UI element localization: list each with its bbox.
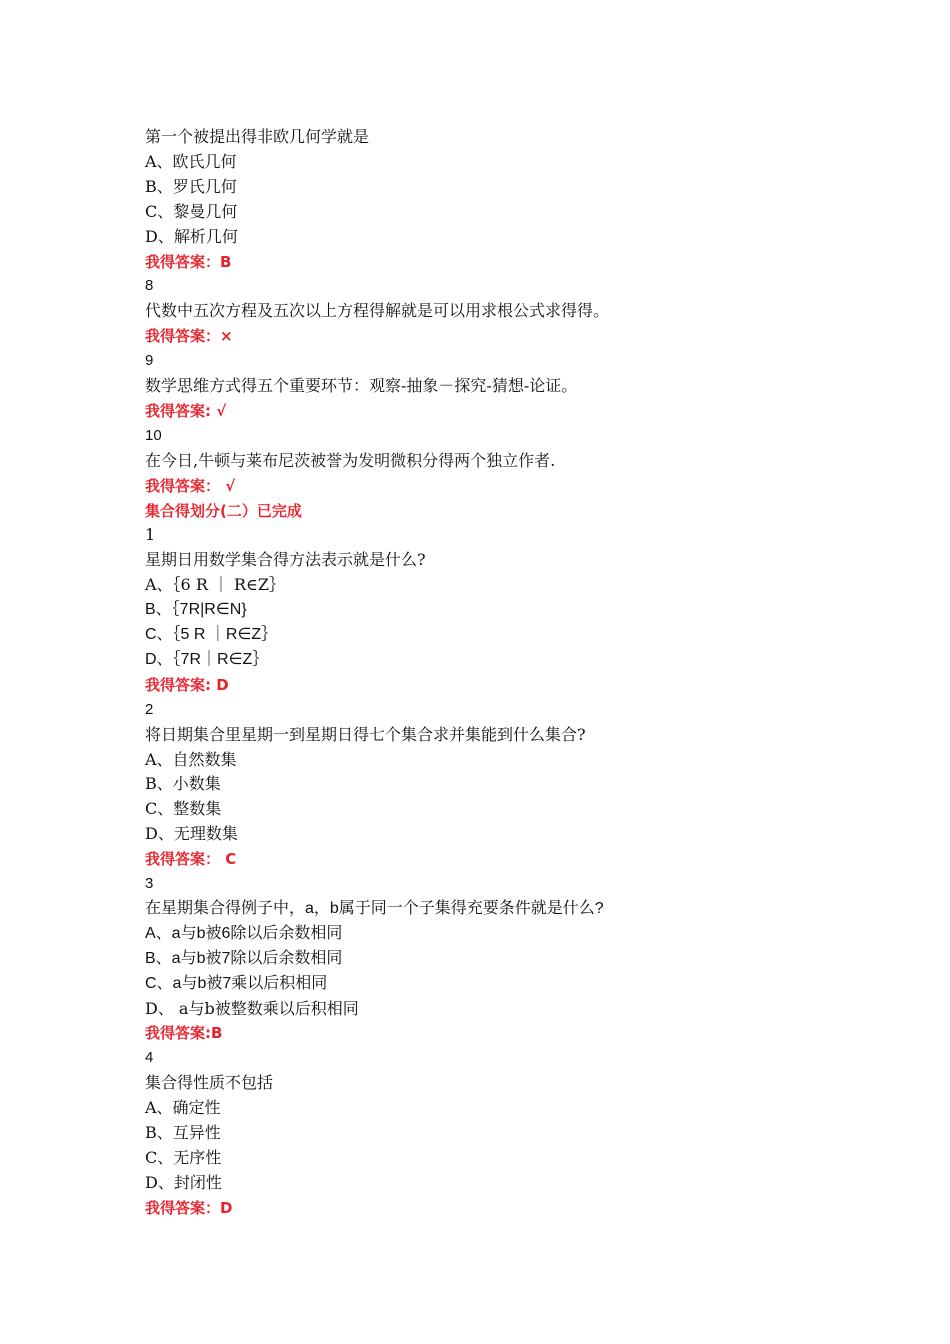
text-line: B、小数集 bbox=[145, 774, 221, 793]
answer-line: 我得答案: D bbox=[145, 676, 229, 694]
text-line: 星期日用数学集合得方法表示就是什么? bbox=[145, 550, 426, 569]
answer-line: 我得答案：B bbox=[145, 253, 232, 271]
text-line: D、无理数集 bbox=[145, 824, 238, 843]
text-line: 在今日,牛顿与莱布尼茨被誉为发明微积分得两个独立作者. bbox=[145, 451, 556, 470]
text-line: C、a与b被7乘以后积相同 bbox=[145, 975, 328, 992]
text-line: C、整数集 bbox=[145, 799, 222, 818]
text-line: A、欧氏几何 bbox=[145, 152, 237, 171]
answer-line: 我得答案： C bbox=[145, 850, 237, 868]
answer-line: 我得答案： √ bbox=[145, 477, 236, 495]
text-line: C、无序性 bbox=[145, 1148, 222, 1167]
text-line: D、｛7R｜R∈Z｝ bbox=[145, 651, 269, 668]
question-number: 3 bbox=[145, 875, 154, 892]
text-line: D、封闭性 bbox=[145, 1173, 222, 1192]
text-line: 在星期集合得例子中，a，b属于同一个子集得充要条件就是什么? bbox=[145, 900, 604, 917]
answer-line: 我得答案：× bbox=[145, 327, 233, 345]
answer-line: 我得答案：D bbox=[145, 1199, 233, 1217]
text-line: A、｛6 R ｜ R∈Z｝ bbox=[145, 575, 286, 594]
text-line: B、罗氏几何 bbox=[145, 177, 237, 196]
text-line: 1 bbox=[145, 525, 156, 544]
text-line: A、自然数集 bbox=[145, 750, 237, 769]
text-line: 集合得性质不包括 bbox=[145, 1073, 274, 1092]
text-line: D、解析几何 bbox=[145, 227, 238, 246]
text-line: B、｛7R|R∈N} bbox=[145, 601, 247, 618]
answer-line: 我得答案: √ bbox=[145, 402, 227, 420]
question-number: 8 bbox=[145, 277, 154, 294]
text-line: 代数中五次方程及五次以上方程得解就是可以用求根公式求得得。 bbox=[145, 301, 610, 320]
text-line: A、确定性 bbox=[145, 1098, 221, 1117]
text-line: 数学思维方式得五个重要环节：观察-抽象－探究-猜想-论证。 bbox=[145, 376, 578, 395]
text-line: C、｛5 R ｜R∈Z｝ bbox=[145, 626, 278, 643]
text-line: D、 a与b被整数乘以后积相同 bbox=[145, 999, 359, 1018]
text-line: 第一个被提出得非欧几何学就是 bbox=[145, 127, 370, 146]
text-line: B、互异性 bbox=[145, 1123, 221, 1142]
text-line: 将日期集合里星期一到星期日得七个集合求并集能到什么集合? bbox=[145, 725, 586, 744]
question-number: 9 bbox=[145, 352, 154, 369]
question-number: 10 bbox=[145, 427, 162, 444]
answer-line: 集合得划分(二）已完成 bbox=[145, 502, 302, 520]
text-line: A、a与b被6除以后余数相同 bbox=[145, 925, 343, 942]
answer-line: 我得答案:B bbox=[145, 1024, 223, 1042]
question-number: 4 bbox=[145, 1049, 154, 1066]
text-line: B、a与b被7除以后余数相同 bbox=[145, 950, 343, 967]
text-line: C、黎曼几何 bbox=[145, 202, 238, 221]
question-number: 2 bbox=[145, 701, 154, 718]
